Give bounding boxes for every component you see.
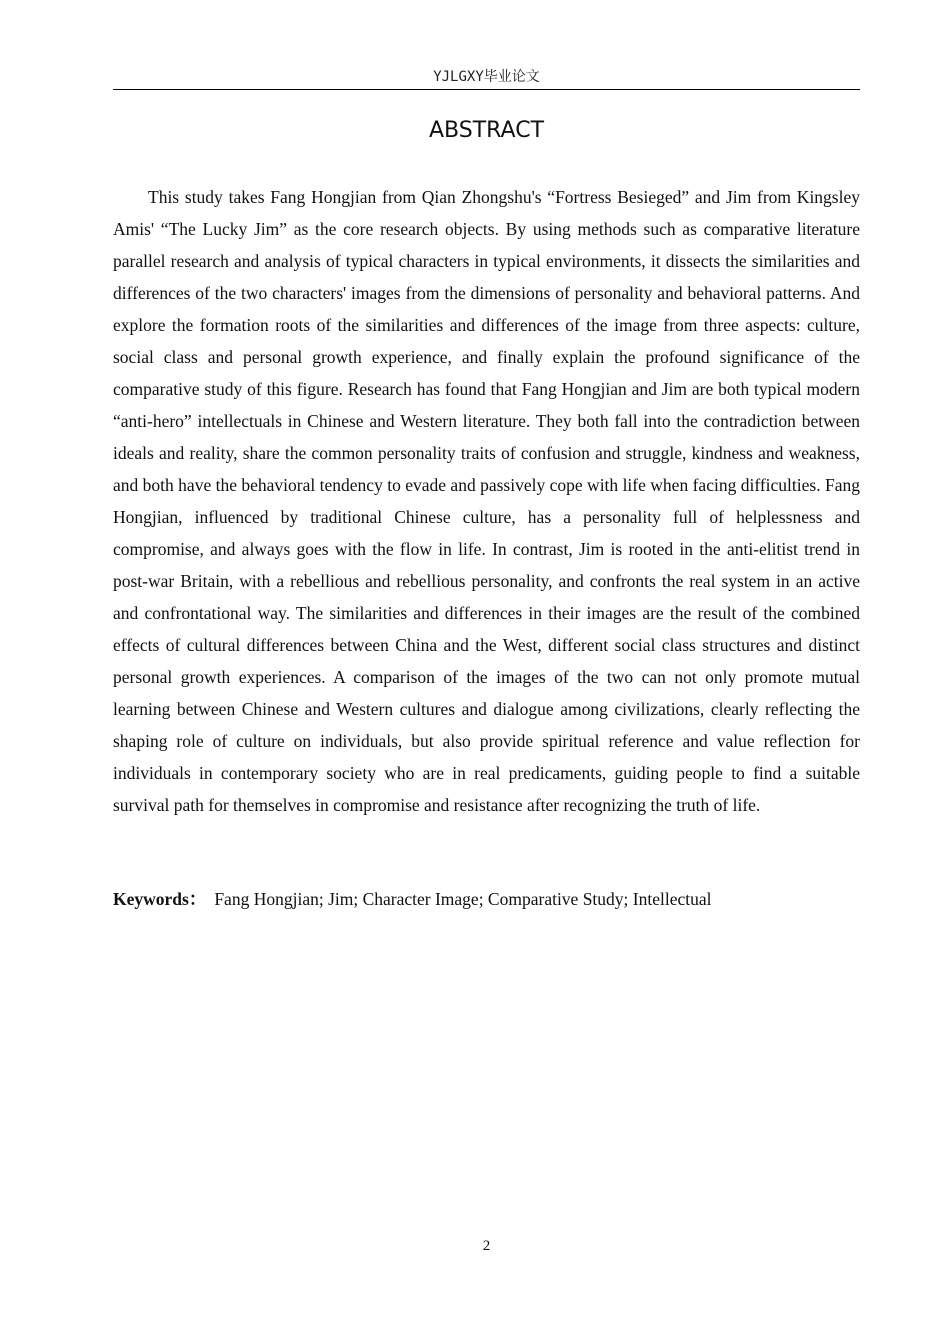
keywords-label: Keywords：	[113, 889, 207, 909]
keywords-values: Fang Hongjian; Jim; Character Image; Comparative Study; Intellectual	[214, 889, 712, 909]
page-number: 2	[482, 1238, 491, 1254]
keywords-line	[113, 883, 860, 915]
abstract-title: ABSTRACT	[428, 118, 545, 143]
header-text: YJLGXY毕业论文	[433, 69, 540, 85]
page-header	[113, 66, 860, 90]
abstract-body: This study takes Fang Hongjian from Qian Zhongshu's “Fortress Besieged” and Jim from Kingsley Amis' “The Lucky Jim” as the core research objects. By using methods such as comparative literature parallel research and analysis of typical characters in typical environments, it dissects the similarities and differences of the two characters' images from the dimensions of personality and behavioral patterns. And explore the formation roots of the similarities and differences of the image from three aspects: culture, social class and personal growth experience, and finally explain the profound significance of the comparative study of this figure. Research has found that Fang Hongjian and Jim are both typical modern “anti-hero” intellectuals in Chinese and Western literature. They both fall into the contradiction between ideals and reality, share the common personality traits of confusion and struggle, kindness and weakness, and both have the behavioral tendency to evade and passively cope with life when facing difficulties. Fang Hongjian, influenced by traditional Chinese culture, has a personality full of helplessness and compromise, and always goes with the flow in life. In contrast, Jim is rooted in the anti-elitist trend in post-war Britain, with a rebellious and rebellious personality, and confronts the real system in an active and confrontational way. The similarities and differences in their images are the result of the combined effects of cultural differences between China and the West, different social class structures and distinct personal growth experiences. A comparison of the images of the two can not only promote mutual learning between Chinese and Western cultures and dialogue among civilizations, clearly reflecting the shaping role of culture on individuals, but also provide spiritual reference and value reflection for individuals in contemporary society who are in real predicaments, guiding people to find a suitable survival path for themselves in compromise and resistance after recognizing the truth of life.	[113, 187, 860, 815]
